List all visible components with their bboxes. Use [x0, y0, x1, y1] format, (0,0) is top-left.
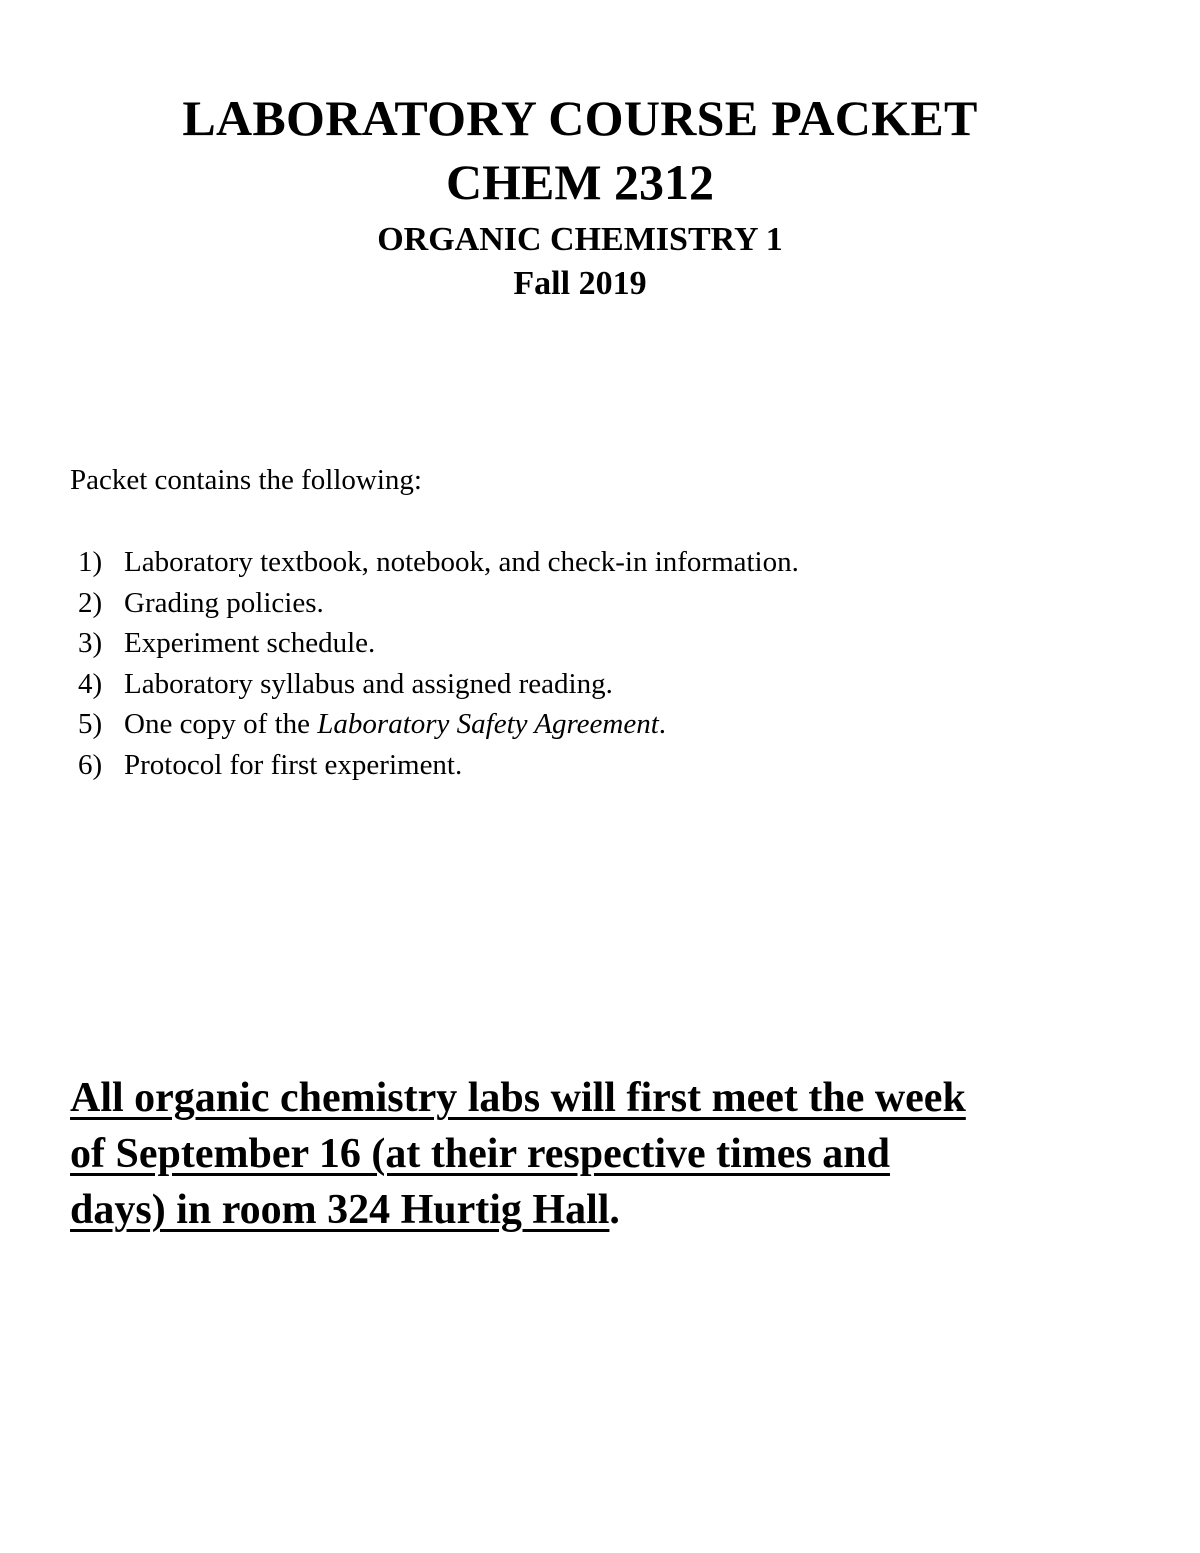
list-item-text: Laboratory textbook, notebook, and check-in information.: [124, 546, 799, 578]
list-item: [78, 542, 799, 583]
list-item-number: 2): [78, 586, 103, 619]
title-block: [0, 88, 1160, 304]
list-item-text-suffix: .: [658, 708, 667, 741]
list-item-text: Laboratory syllabus and assigned reading.: [124, 667, 613, 700]
contents-list: [78, 542, 799, 786]
contents-intro: Packet contains the following:: [70, 464, 422, 496]
list-item: [78, 623, 799, 664]
packet-title: LABORATORY COURSE PACKET: [182, 90, 978, 146]
list-item-number: 3): [78, 627, 103, 660]
notice-end-punct: .: [609, 1187, 620, 1233]
list-item-text-prefix: One copy of the: [124, 708, 318, 741]
list-item: [78, 664, 799, 705]
list-item: [78, 583, 799, 624]
list-item-number: 5): [78, 708, 103, 741]
course-name: ORGANIC CHEMISTRY 1: [377, 221, 783, 258]
list-item-text: [124, 704, 666, 745]
notice-line-3: days) in room 324 Hurtig Hall: [70, 1187, 610, 1233]
notice-line-2: of September 16 (at their respective times and: [70, 1131, 891, 1177]
list-item: [78, 704, 799, 745]
list-item-number: 6): [78, 748, 103, 781]
list-item-number: 4): [78, 667, 103, 700]
term: Fall 2019: [513, 265, 647, 302]
list-item-text: Protocol for first experiment.: [124, 748, 463, 781]
list-item: [78, 745, 799, 786]
first-meeting-notice: [70, 1070, 1150, 1238]
safety-agreement-title: Laboratory Safety Agreement: [317, 708, 659, 741]
notice-line-1: All organic chemistry labs will first meet the week: [70, 1075, 966, 1121]
list-item-text: Grading policies.: [124, 586, 324, 619]
list-item-text: Experiment schedule.: [124, 627, 376, 660]
list-item-number: 1): [78, 546, 103, 578]
course-code: CHEM 2312: [445, 154, 715, 210]
